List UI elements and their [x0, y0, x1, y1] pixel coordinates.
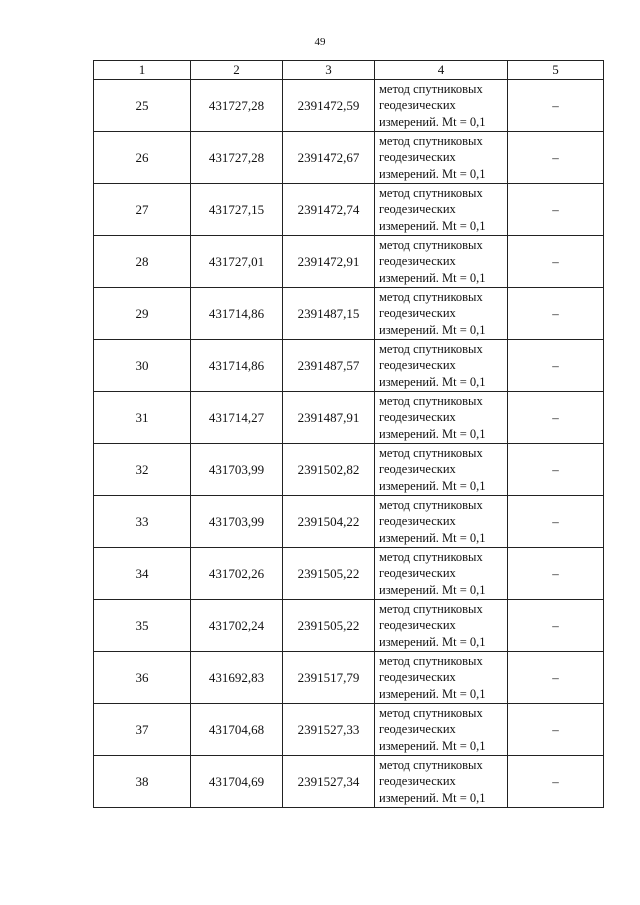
- table-row: [94, 756, 604, 808]
- method-line: метод спутниковых: [379, 185, 483, 200]
- method-line: измерений. Mt = 0,1: [379, 270, 486, 285]
- method-line: измерений. Mt = 0,1: [379, 426, 486, 441]
- method-cell: [375, 548, 508, 600]
- method-line: метод спутниковых: [379, 133, 483, 148]
- method-line: геодезических: [379, 410, 456, 425]
- method-line: геодезических: [379, 306, 456, 321]
- point-number-cell: 35: [94, 600, 191, 652]
- note-cell: –: [508, 392, 604, 444]
- note-cell: –: [508, 288, 604, 340]
- method-cell: [375, 132, 508, 184]
- table-row: [94, 236, 604, 288]
- method-line: метод спутниковых: [379, 497, 483, 512]
- point-number-cell: 31: [94, 392, 191, 444]
- method-line: измерений. Mt = 0,1: [379, 114, 486, 129]
- method-cell: [375, 80, 508, 132]
- method-line: измерений. Mt = 0,1: [379, 166, 486, 181]
- coordinate-y-cell: 2391527,33: [283, 704, 375, 756]
- coordinate-x-cell: 431703,99: [191, 496, 283, 548]
- method-cell: [375, 340, 508, 392]
- point-number-cell: 37: [94, 704, 191, 756]
- table-row: [94, 392, 604, 444]
- method-line: метод спутниковых: [379, 757, 483, 772]
- coordinate-x-cell: 431714,86: [191, 288, 283, 340]
- method-line: геодезических: [379, 150, 456, 165]
- method-line: метод спутниковых: [379, 705, 483, 720]
- coordinate-y-cell: 2391504,22: [283, 496, 375, 548]
- coordinate-x-cell: 431704,68: [191, 704, 283, 756]
- method-line: метод спутниковых: [379, 601, 483, 616]
- table-row: [94, 444, 604, 496]
- column-header-2: 2: [191, 61, 283, 80]
- method-cell: [375, 704, 508, 756]
- table-header-row: [94, 61, 604, 80]
- point-number-cell: 34: [94, 548, 191, 600]
- method-line: измерений. Mt = 0,1: [379, 322, 486, 337]
- note-cell: –: [508, 548, 604, 600]
- coordinate-x-cell: 431702,26: [191, 548, 283, 600]
- column-header-3: 3: [283, 61, 375, 80]
- method-cell: [375, 236, 508, 288]
- method-cell: [375, 652, 508, 704]
- coordinate-x-cell: 431714,86: [191, 340, 283, 392]
- method-line: геодезических: [379, 566, 456, 581]
- table-row: [94, 600, 604, 652]
- method-line: геодезических: [379, 462, 456, 477]
- note-cell: –: [508, 496, 604, 548]
- point-number-cell: 26: [94, 132, 191, 184]
- coordinate-y-cell: 2391472,91: [283, 236, 375, 288]
- table-row: [94, 548, 604, 600]
- method-cell: [375, 600, 508, 652]
- table-row: [94, 132, 604, 184]
- method-line: метод спутниковых: [379, 445, 483, 460]
- note-cell: –: [508, 704, 604, 756]
- coordinate-x-cell: 431727,28: [191, 80, 283, 132]
- coordinate-y-cell: 2391487,15: [283, 288, 375, 340]
- note-cell: –: [508, 340, 604, 392]
- note-cell: –: [508, 600, 604, 652]
- method-cell: [375, 288, 508, 340]
- method-line: метод спутниковых: [379, 549, 483, 564]
- method-line: измерений. Mt = 0,1: [379, 530, 486, 545]
- column-header-1: 1: [94, 61, 191, 80]
- table-row: [94, 340, 604, 392]
- note-cell: –: [508, 80, 604, 132]
- coordinate-x-cell: 431704,69: [191, 756, 283, 808]
- point-number-cell: 27: [94, 184, 191, 236]
- coordinate-x-cell: 431702,24: [191, 600, 283, 652]
- page-number: 49: [314, 36, 326, 48]
- note-cell: –: [508, 132, 604, 184]
- method-line: геодезических: [379, 358, 456, 373]
- coordinate-x-cell: 431727,15: [191, 184, 283, 236]
- method-cell: [375, 756, 508, 808]
- point-number-cell: 36: [94, 652, 191, 704]
- method-line: геодезических: [379, 618, 456, 633]
- method-line: геодезических: [379, 98, 456, 113]
- column-header-4: 4: [375, 61, 508, 80]
- note-cell: –: [508, 444, 604, 496]
- coordinate-y-cell: 2391502,82: [283, 444, 375, 496]
- method-line: геодезических: [379, 722, 456, 737]
- coordinate-y-cell: 2391505,22: [283, 600, 375, 652]
- table-row: [94, 652, 604, 704]
- column-header-5: 5: [508, 61, 604, 80]
- method-line: измерений. Mt = 0,1: [379, 374, 486, 389]
- coordinate-y-cell: 2391527,34: [283, 756, 375, 808]
- coordinate-y-cell: 2391472,67: [283, 132, 375, 184]
- method-line: метод спутниковых: [379, 237, 483, 252]
- coordinate-y-cell: 2391487,57: [283, 340, 375, 392]
- coordinate-x-cell: 431703,99: [191, 444, 283, 496]
- method-cell: [375, 444, 508, 496]
- method-line: геодезических: [379, 254, 456, 269]
- method-cell: [375, 392, 508, 444]
- table-row: [94, 184, 604, 236]
- coordinate-y-cell: 2391487,91: [283, 392, 375, 444]
- method-cell: [375, 496, 508, 548]
- coordinate-y-cell: 2391505,22: [283, 548, 375, 600]
- coordinate-x-cell: 431692,83: [191, 652, 283, 704]
- point-number-cell: 38: [94, 756, 191, 808]
- method-line: метод спутниковых: [379, 341, 483, 356]
- note-cell: –: [508, 756, 604, 808]
- method-line: метод спутниковых: [379, 393, 483, 408]
- method-line: метод спутниковых: [379, 81, 483, 96]
- method-line: метод спутниковых: [379, 289, 483, 304]
- point-number-cell: 32: [94, 444, 191, 496]
- point-number-cell: 25: [94, 80, 191, 132]
- method-line: измерений. Mt = 0,1: [379, 582, 486, 597]
- point-number-cell: 28: [94, 236, 191, 288]
- point-number-cell: 30: [94, 340, 191, 392]
- method-line: измерений. Mt = 0,1: [379, 790, 486, 805]
- point-number-cell: 29: [94, 288, 191, 340]
- point-number-cell: 33: [94, 496, 191, 548]
- table-body: [94, 80, 604, 808]
- method-line: измерений. Mt = 0,1: [379, 686, 486, 701]
- method-line: метод спутниковых: [379, 653, 483, 668]
- method-line: измерений. Mt = 0,1: [379, 478, 486, 493]
- method-line: измерений. Mt = 0,1: [379, 634, 486, 649]
- method-line: геодезических: [379, 670, 456, 685]
- coordinates-table: [93, 60, 604, 808]
- method-line: геодезических: [379, 774, 456, 789]
- coordinate-x-cell: 431714,27: [191, 392, 283, 444]
- table-row: [94, 704, 604, 756]
- note-cell: –: [508, 652, 604, 704]
- coordinate-x-cell: 431727,28: [191, 132, 283, 184]
- coordinate-x-cell: 431727,01: [191, 236, 283, 288]
- table-row: [94, 80, 604, 132]
- method-line: геодезических: [379, 202, 456, 217]
- coordinate-y-cell: 2391472,59: [283, 80, 375, 132]
- table-row: [94, 288, 604, 340]
- method-line: измерений. Mt = 0,1: [379, 738, 486, 753]
- method-line: геодезических: [379, 514, 456, 529]
- coordinate-y-cell: 2391472,74: [283, 184, 375, 236]
- table-row: [94, 496, 604, 548]
- note-cell: –: [508, 236, 604, 288]
- method-line: измерений. Mt = 0,1: [379, 218, 486, 233]
- coordinate-y-cell: 2391517,79: [283, 652, 375, 704]
- note-cell: –: [508, 184, 604, 236]
- method-cell: [375, 184, 508, 236]
